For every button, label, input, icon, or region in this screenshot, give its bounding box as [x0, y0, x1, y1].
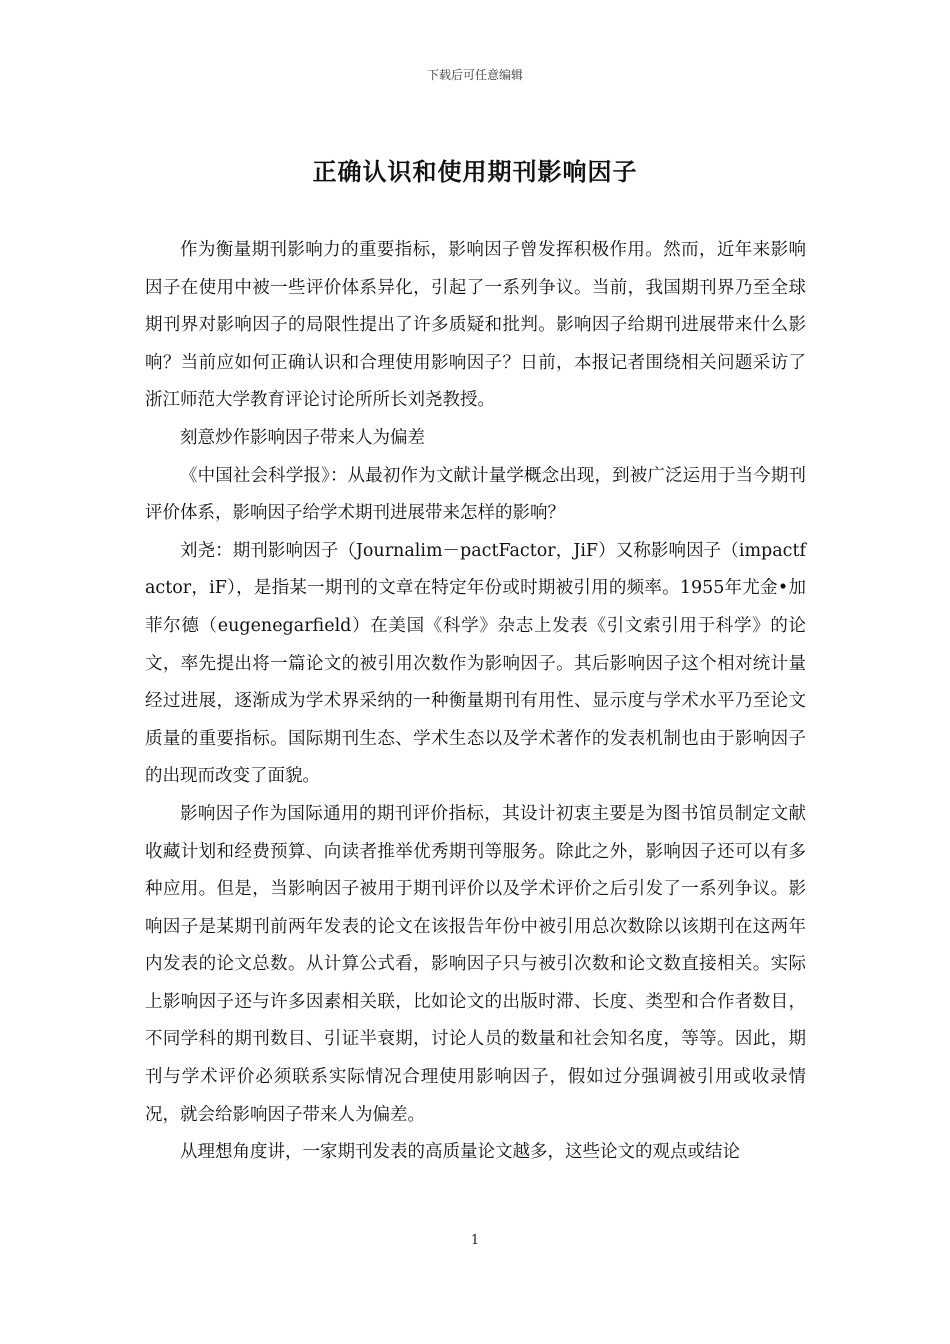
paragraph-continued: 从理想角度讲，一家期刊发表的高质量论文越多，这些论文的观点或结论 [180, 1142, 740, 1163]
page-header: 下载后可任意编辑 [426, 68, 523, 82]
article-body [145, 232, 806, 1172]
page-number: 1 [470, 1233, 480, 1248]
article-title: 正确认识和使用期刊影响因子 [312, 158, 638, 186]
paragraph-subheading: 刻意炒作影响因子带来人为偏差 [180, 427, 425, 448]
paragraph-discussion: 影响因子作为国际通用的期刊评价指标，其设计初衷主要是为图书馆员制定文献收藏计划和经费预算、向读者推举优秀期刊等服务。除此之外，影响因子还可以有多种应用。但是，当影响因子被用于期刊评价以及学术评价之后引发了一系列争议。影响因子是某期刊前两年发表的论文在该报告年份中被引用总次数除以该期刊在这两年内发表的论文总数。从计算公式看，影响因子只与被引次数和论文数直接相关。实际上影响因子还与许多因素相关联，比如论文的出版时滞、长度、类型和合作者数目，不同学科的期刊数目、引证半衰期，讨论人员的数量和社会知名度，等等。因此，期刊与学术评价必须联系实际情况合理使用影响因子，假如过分强调被引用或收录情况，就会给影响因子带来人为偏差。 [145, 803, 806, 1125]
paragraph-answer: 刘尧：期刊影响因子（Journalim－pactFactor，JiF）又称影响因子（impactfactor，iF），是指某一期刊的文章在特定年份或时期被引用的频率。1955年尤金•加菲尔德（eugenegarfield）在美国《科学》杂志上发表《引文索引用于科学》的论文，率先提出将一篇论文的被引用次数作为影响因子。其后影响因子这个相对统计量经过进展，逐渐成为学术界采纳的一种衡量期刊有用性、显示度与学术水平乃至论文质量的重要指标。国际期刊生态、学术生态以及学术著作的发表机制也由于影响因子的出现而改变了面貌。 [145, 540, 806, 787]
paragraph-intro: 作为衡量期刊影响力的重要指标，影响因子曾发挥积极作用。然而，近年来影响因子在使用中被一些评价体系异化，引起了一系列争议。当前，我国期刊界乃至全球期刊界对影响因子的局限性提出了许多质疑和批判。影响因子给期刊进展带来什么影响？当前应如何正确认识和合理使用影响因子？日前，本报记者围绕相关问题采访了浙江师范大学教育评论讨论所所长刘尧教授。 [145, 240, 806, 411]
paragraph-question: 《中国社会科学报》：从最初作为文献计量学概念出现，到被广泛运用于当今期刊评价体系，影响因子给学术期刊进展带来怎样的影响？ [145, 465, 806, 524]
